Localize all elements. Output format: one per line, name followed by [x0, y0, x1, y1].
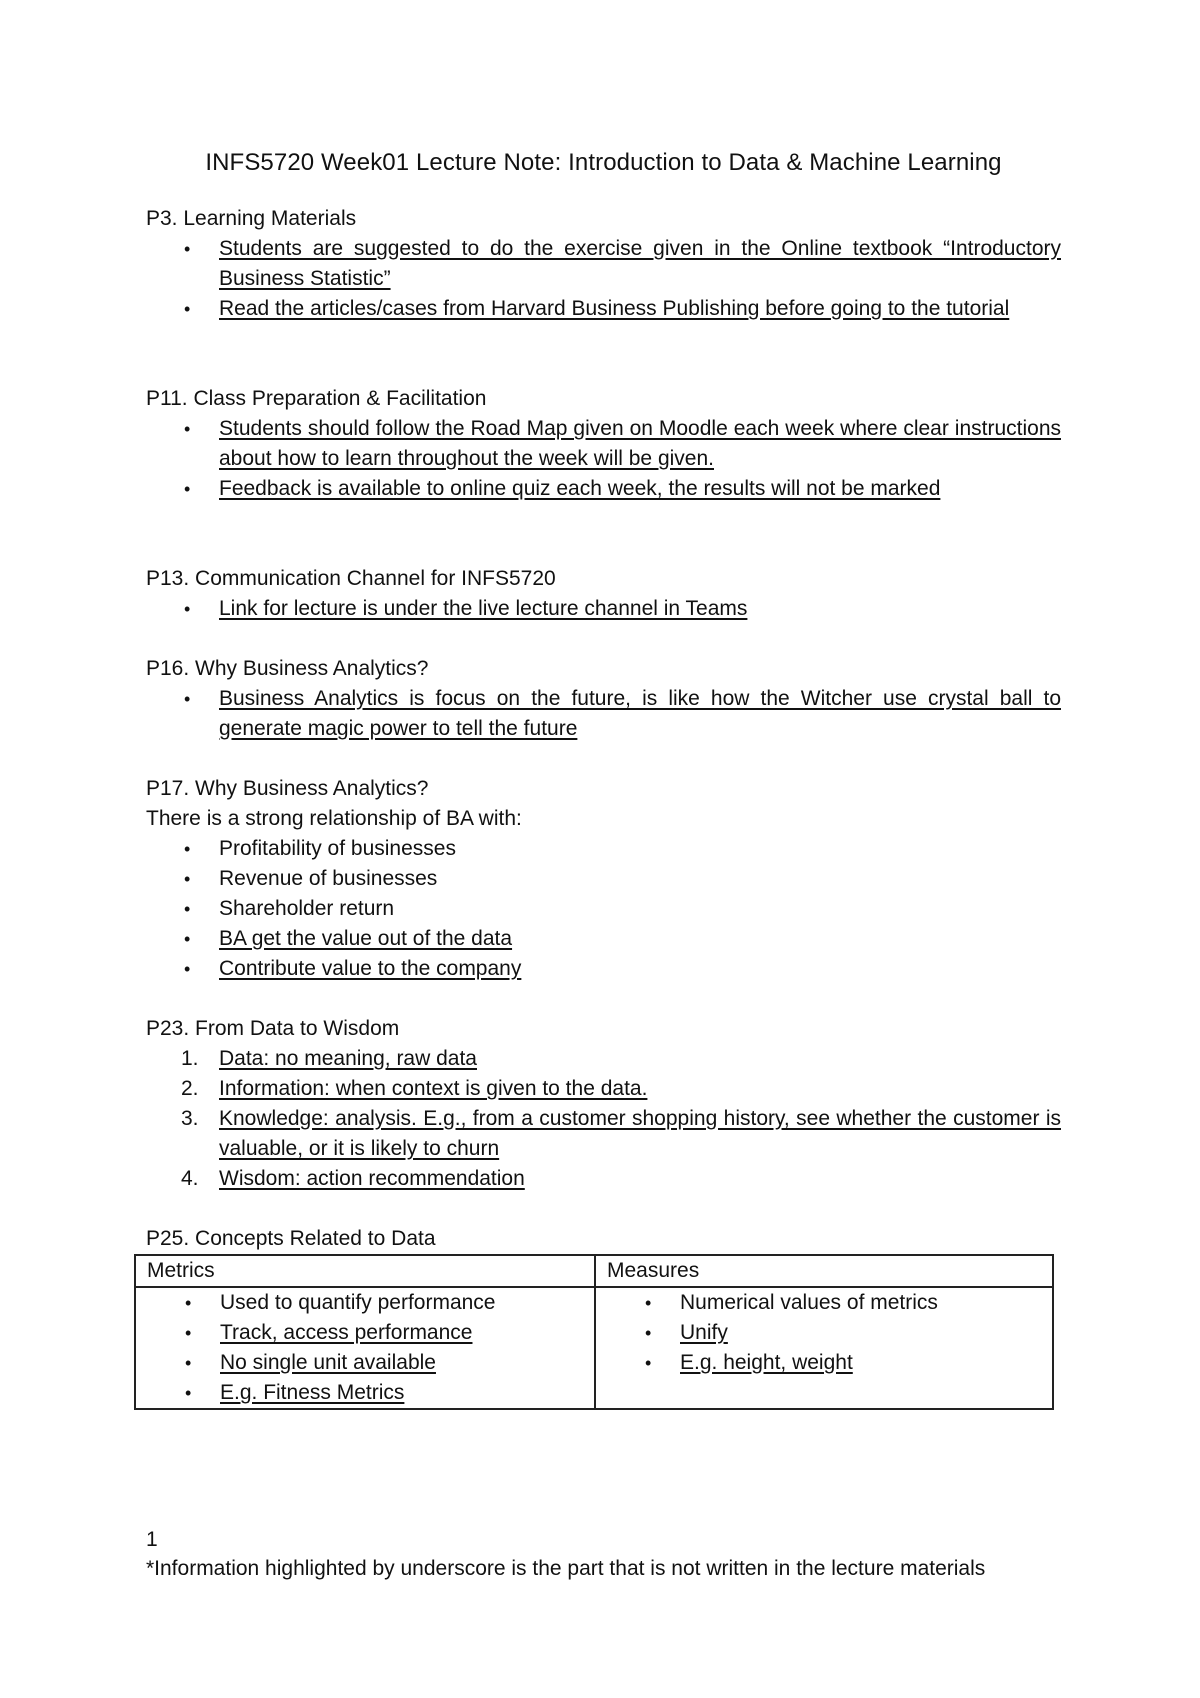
bullet-icon: •: [184, 689, 191, 709]
footnote: *Information highlighted by underscore is the part that is not written in the lecture materials: [146, 1557, 986, 1580]
list-item-text: Data: no meaning, raw data: [219, 1047, 477, 1070]
list-item: [146, 414, 1061, 474]
list-item: [146, 234, 1061, 294]
list-item: [146, 684, 1061, 744]
section-p17: [146, 774, 1061, 984]
bullet-list: [146, 594, 1061, 624]
section-p25: [146, 1224, 1061, 1410]
section-heading: P13. Communication Channel for INFS5720: [146, 567, 556, 590]
list-item-text: Business Analytics is focus on the future, is like how the Witcher use crystal ball to generate magic power to tell the future: [219, 687, 1061, 740]
list-item: [146, 864, 1061, 894]
list-item-text: Wisdom: action recommendation: [219, 1167, 525, 1190]
table-cell-measures: [595, 1287, 1053, 1409]
bullet-icon: •: [185, 1323, 192, 1343]
list-item: [146, 474, 1061, 504]
bullet-icon: •: [184, 959, 191, 979]
list-item: [146, 294, 1061, 324]
bullet-icon: •: [184, 599, 191, 619]
bullet-icon: •: [645, 1353, 652, 1373]
bullet-list: [146, 834, 1061, 984]
list-number: 2.: [181, 1077, 199, 1100]
spacer: [146, 744, 1061, 774]
list-item-text: Contribute value to the company: [219, 957, 522, 980]
numbered-list: [146, 1044, 1061, 1194]
bullet-icon: •: [184, 869, 191, 889]
list-item-text: Numerical values of metrics: [680, 1291, 938, 1314]
bullet-icon: •: [645, 1323, 652, 1343]
list-item-text: Read the articles/cases from Harvard Business Publishing before going to the tutorial: [219, 297, 1010, 320]
section-intro: There is a strong relationship of BA with:: [146, 807, 522, 830]
list-item: [147, 1288, 583, 1318]
table-header-metrics: Metrics: [135, 1255, 595, 1287]
spacer: [146, 984, 1061, 1014]
section-heading: P23. From Data to Wisdom: [146, 1017, 400, 1040]
bullet-list: [147, 1288, 583, 1408]
bullet-icon: •: [185, 1293, 192, 1313]
list-item: [146, 954, 1061, 984]
document-body: [146, 148, 1061, 1410]
list-item-text: Information: when context is given to the data.: [219, 1077, 648, 1100]
list-item-text: Students are suggested to do the exercise given in the Online textbook “Introductory Business Statistic”: [219, 237, 1061, 290]
list-item: [146, 894, 1061, 924]
list-item-text: Revenue of businesses: [219, 867, 438, 890]
bullet-list: [146, 684, 1061, 744]
bullet-icon: •: [185, 1353, 192, 1373]
list-item: [146, 1074, 1061, 1104]
list-item: [147, 1348, 583, 1378]
list-item-text: Track, access performance: [220, 1321, 473, 1344]
bullet-list: [607, 1288, 1041, 1378]
bullet-list: [146, 414, 1061, 504]
list-item: [147, 1378, 583, 1408]
section-heading: P17. Why Business Analytics?: [146, 777, 429, 800]
list-item-text: Used to quantify performance: [220, 1291, 496, 1314]
list-item-text: Students should follow the Road Map given on Moodle each week where clear instructions about how to learn throughout the week will be given.: [219, 417, 1061, 470]
table-cell-metrics: [135, 1287, 595, 1409]
section-p11: [146, 384, 1061, 504]
table-row: [135, 1287, 1053, 1409]
list-item-text: E.g. height, weight: [680, 1351, 853, 1374]
document-title: INFS5720 Week01 Lecture Note: Introduction to Data & Machine Learning: [205, 149, 1002, 176]
list-item: [146, 834, 1061, 864]
concepts-table: [134, 1254, 1054, 1410]
table-header-row: [135, 1255, 1053, 1287]
list-item-text: No single unit available: [220, 1351, 436, 1374]
spacer: [146, 504, 1061, 564]
list-item-text: BA get the value out of the data: [219, 927, 513, 950]
bullet-icon: •: [645, 1293, 652, 1313]
page-footer: [146, 1525, 1061, 1583]
list-item-text: Link for lecture is under the live lecture channel in Teams: [219, 597, 748, 620]
list-item-text: E.g. Fitness Metrics: [220, 1381, 405, 1404]
bullet-icon: •: [184, 929, 191, 949]
bullet-icon: •: [184, 299, 191, 319]
section-p23: [146, 1014, 1061, 1194]
section-heading: P25. Concepts Related to Data: [146, 1227, 436, 1250]
list-item: [146, 1164, 1061, 1194]
bullet-icon: •: [185, 1383, 192, 1403]
bullet-icon: •: [184, 479, 191, 499]
list-item-text: Shareholder return: [219, 897, 395, 920]
list-item-text: Knowledge: analysis. E.g., from a customer shopping history, see whether the customer is valuable, or it is likely to churn: [219, 1107, 1061, 1160]
list-item: [146, 1104, 1061, 1164]
list-item-text: Unify: [680, 1321, 728, 1344]
bullet-icon: •: [184, 419, 191, 439]
list-number: 4.: [181, 1167, 199, 1190]
list-item-text: Feedback is available to online quiz each week, the results will not be marked: [219, 477, 941, 500]
list-item: [607, 1318, 1041, 1348]
table-header-measures: Measures: [595, 1255, 1053, 1287]
bullet-list: [146, 234, 1061, 324]
section-p13: [146, 564, 1061, 624]
bullet-icon: •: [184, 899, 191, 919]
list-item: [146, 594, 1061, 624]
list-item: [147, 1318, 583, 1348]
section-p3: [146, 204, 1061, 324]
section-p16: [146, 654, 1061, 744]
spacer: [146, 1194, 1061, 1224]
list-item-text: Profitability of businesses: [219, 837, 456, 860]
list-item: [607, 1288, 1041, 1318]
page-number: 1: [146, 1528, 158, 1551]
spacer: [146, 624, 1061, 654]
list-number: 1.: [181, 1047, 199, 1070]
list-item: [146, 924, 1061, 954]
spacer: [146, 324, 1061, 384]
section-heading: P16. Why Business Analytics?: [146, 657, 429, 680]
bullet-icon: •: [184, 239, 191, 259]
list-item: [146, 1044, 1061, 1074]
section-heading: P3. Learning Materials: [146, 207, 357, 230]
list-number: 3.: [181, 1107, 199, 1130]
section-heading: P11. Class Preparation & Facilitation: [146, 387, 487, 410]
list-item: [607, 1348, 1041, 1378]
bullet-icon: •: [184, 839, 191, 859]
